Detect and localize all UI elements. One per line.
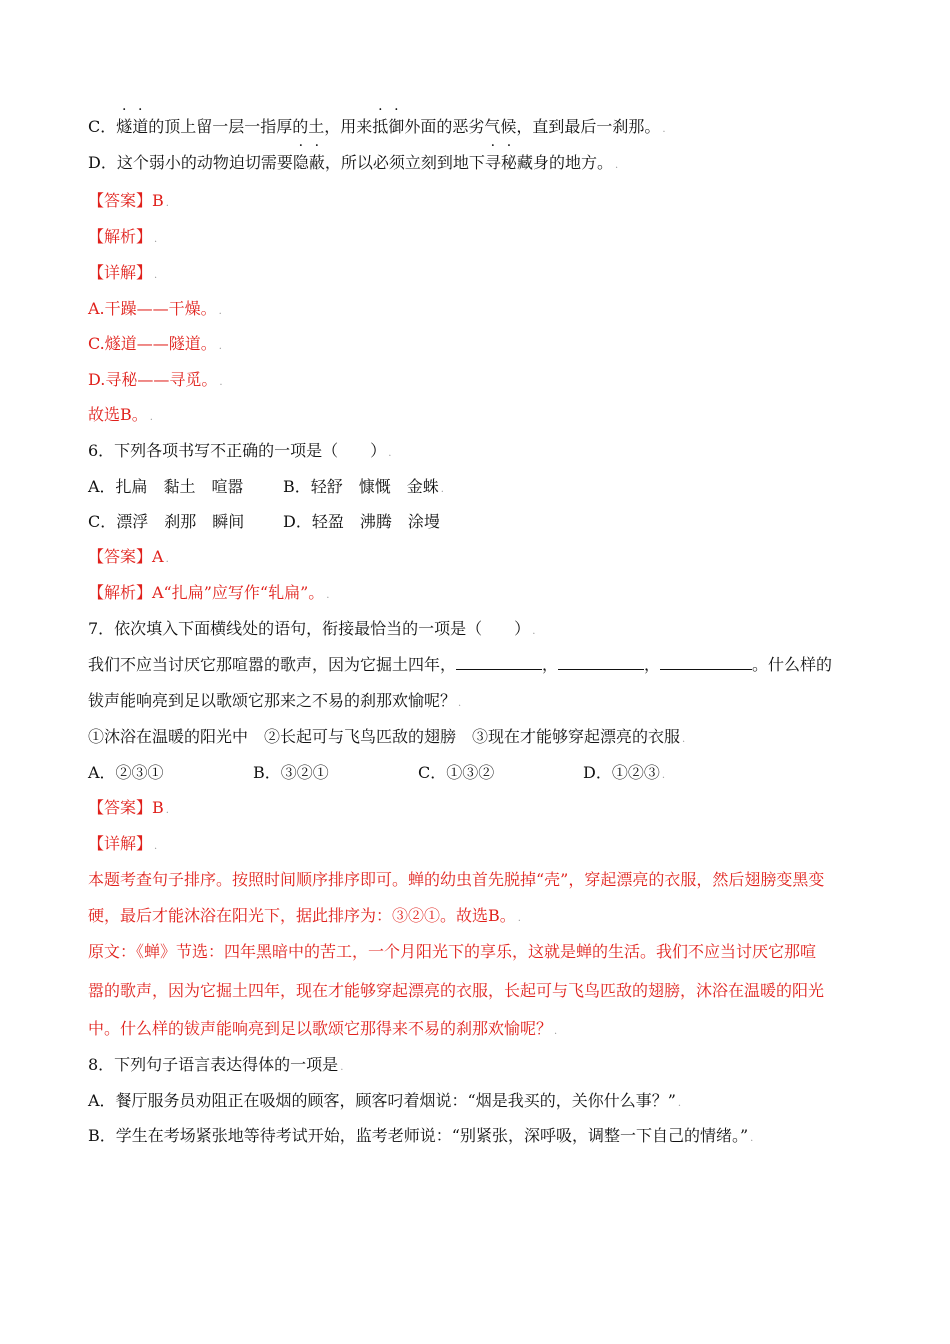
dotted-char: 蔽 (308, 153, 325, 172)
original-text: 中。什么样的钹声能响亮到足以歌颂它那得来不易的刹那欢愉呢？ (88, 1019, 553, 1038)
option-text: 的顶上留一层一指厚的土，用来 (148, 117, 373, 136)
q6-option-a (88, 476, 244, 498)
fill-blank-3[interactable] (660, 655, 752, 670)
option-text: ，所以必须立刻到地下 (324, 153, 485, 172)
q5-option-c: C．燧道的顶上留一层一指厚的土，用来抵御外面的恶劣气候，直到最后一刹那。 . (88, 117, 666, 136)
detail-line: C.燧道——隧道。 (88, 334, 217, 353)
q7-option-b (253, 762, 329, 784)
q6-answer: 【答案】A . (88, 547, 169, 566)
answer-text: 【答案】A (88, 547, 164, 566)
dotted-char: 道 (132, 117, 149, 136)
q7-original-2 (88, 980, 824, 1002)
fill-blank-1[interactable] (456, 655, 542, 670)
q5-option-d: D．这个弱小的动物迫切需要隐蔽，所以必须立刻到地下寻秘藏身的地方。 . (88, 153, 619, 172)
q5-analysis: 【解析】 . (88, 227, 158, 246)
q7-sentences: ①沐浴在温暖的阳光中 ②长起可与飞鸟匹敌的翅膀 ③现在才能够穿起漂亮的衣服 . (88, 727, 686, 746)
detail-heading: 【详解】 (88, 263, 153, 282)
option-label: C． (88, 117, 117, 136)
option-text: A．扎扁 黏土 喧嚣 (88, 477, 244, 496)
q5-detail-d: D.寻秘——寻觅。 . (88, 370, 223, 389)
dotted-char: 秘 (500, 153, 517, 172)
q5-choose: 故选B。 . (88, 405, 153, 424)
q8-option-a: A．餐厅服务员劝阻正在吸烟的顾客，顾客叼着烟说：“烟是我买的，关你什么事？” . (88, 1091, 682, 1110)
q7-option-d: D．①②③ . (583, 763, 666, 782)
analysis-heading: 【解析】 (88, 227, 153, 246)
passage-text: ， (644, 655, 661, 674)
original-text: 原文：《蝉》节选：四年黑暗中的苦工，一个月阳光下的享乐，这就是蝉的生活。我们不应当讨厌它那喧 (88, 942, 817, 961)
passage-text: 钹声能响亮到足以歌颂它那来之不易的刹那欢愉呢？ (88, 691, 457, 710)
option-text: 藏身的地方。 (516, 153, 613, 172)
option-text: 这个弱小的动物迫切需要 (116, 153, 293, 172)
sentence-list: ①沐浴在温暖的阳光中 ②长起可与飞鸟匹敌的翅膀 ③现在才能够穿起漂亮的衣服 (88, 727, 681, 746)
detail-heading: 【详解】 (88, 834, 153, 853)
passage-text: ， (542, 655, 559, 674)
explanation-text: 本题考查句子排序。按照时间顺序排序即可。蝉的幼虫首先脱掉“壳”，穿起漂亮的衣服，然后翅膀变黑变 (88, 870, 825, 889)
q8-option-b: B．学生在考场紧张地等待考试开始，监考老师说：“别紧张，深呼吸，调整一下自己的情绪。” . (88, 1126, 754, 1145)
option-text: B．学生在考场紧张地等待考试开始，监考老师说：“别紧张，深呼吸，调整一下自己的情绪。” (88, 1126, 749, 1145)
answer-text: 【答案】B (88, 191, 164, 210)
passage-text: 我们不应当讨厌它那喧嚣的歌声，因为它掘土四年， (88, 655, 457, 674)
option-text: C．漂浮 刹那 瞬间 (88, 512, 245, 531)
option-text: D．轻盈 沸腾 涂墁 (283, 512, 440, 531)
option-text: A．餐厅服务员劝阻正在吸烟的顾客，顾客叼着烟说：“烟是我买的，关你什么事？” (88, 1091, 676, 1110)
q7-option-c (418, 762, 494, 784)
q6-option-c (88, 511, 244, 533)
q7-option-a (88, 762, 164, 784)
question-text: 6．下列各项书写不正确的一项是（ ） (88, 441, 387, 460)
passage-text: 。什么样的 (752, 655, 833, 674)
original-text: 嚣的歌声，因为它掘土四年，现在才能够穿起漂亮的衣服，长起可与飞鸟匹敌的翅膀，沐浴在温暖的阳光 (88, 981, 825, 1000)
dotted-char: 隐 (292, 153, 309, 172)
q7-question: 7．依次填入下面横线处的语句，衔接最恰当的一项是（ ） . (88, 619, 536, 638)
conclusion-text: 故选B。 (88, 405, 148, 424)
option-text: A．②③① (88, 763, 164, 782)
option-text: 外面的恶劣气候，直到最后一刹那。 (404, 117, 661, 136)
answer-text: 【答案】B (88, 798, 164, 817)
q5-detail-a: A.干躁——干燥。 . (88, 299, 222, 318)
fill-blank-2[interactable] (558, 655, 644, 670)
dotted-char: 寻 (484, 153, 501, 172)
q7-answer: 【答案】B . (88, 798, 169, 817)
option-label: D． (88, 153, 117, 172)
q7-original-1 (88, 941, 816, 963)
detail-line: A.干躁——干燥。 (88, 299, 217, 318)
option-text: D．①②③ (583, 763, 660, 782)
q5-answer: 【答案】B . (88, 191, 169, 210)
q7-passage-line-2: 钹声能响亮到足以歌颂它那来之不易的刹那欢愉呢？ . (88, 691, 462, 710)
option-text: C．①③② (418, 763, 495, 782)
dotted-char: 抵 (372, 117, 389, 136)
q7-detail: 【详解】 . (88, 834, 158, 853)
q6-option-d (283, 511, 440, 533)
dotted-char: 燧 (116, 117, 133, 136)
q5-detail-c: C.燧道——隧道。 . (88, 334, 222, 353)
q7-passage-line-1 (88, 654, 832, 676)
q7-original-3: 中。什么样的钹声能响亮到足以歌颂它那得来不易的刹那欢愉呢？ . (88, 1019, 558, 1038)
q5-detail: 【详解】 . (88, 263, 158, 282)
option-text: B．轻舒 慷慨 金蛛 (283, 477, 439, 496)
option-text: B．③②① (253, 763, 329, 782)
explanation-text: 硬，最后才能沐浴在阳光下，据此排序为：③②①。故选B。 (88, 906, 516, 925)
question-text: 7．依次填入下面横线处的语句，衔接最恰当的一项是（ ） (88, 619, 531, 638)
q7-explanation-1 (88, 869, 824, 891)
q6-analysis: 【解析】A“扎扁”应写作“轧扁”。 . (88, 583, 330, 602)
q6-question: 6．下列各项书写不正确的一项是（ ） . (88, 441, 392, 460)
detail-line: D.寻秘——寻觅。 (88, 370, 218, 389)
analysis-text: 【解析】A“扎扁”应写作“轧扁”。 (88, 583, 325, 602)
question-text: 8．下列句子语言表达得体的一项是 (88, 1055, 339, 1074)
q7-explanation-2: 硬，最后才能沐浴在阳光下，据此排序为：③②①。故选B。 . (88, 906, 521, 925)
q6-option-b: B．轻舒 慷慨 金蛛 . (283, 477, 444, 496)
dotted-char: 御 (388, 117, 405, 136)
q8-question: 8．下列句子语言表达得体的一项是 . (88, 1055, 344, 1074)
